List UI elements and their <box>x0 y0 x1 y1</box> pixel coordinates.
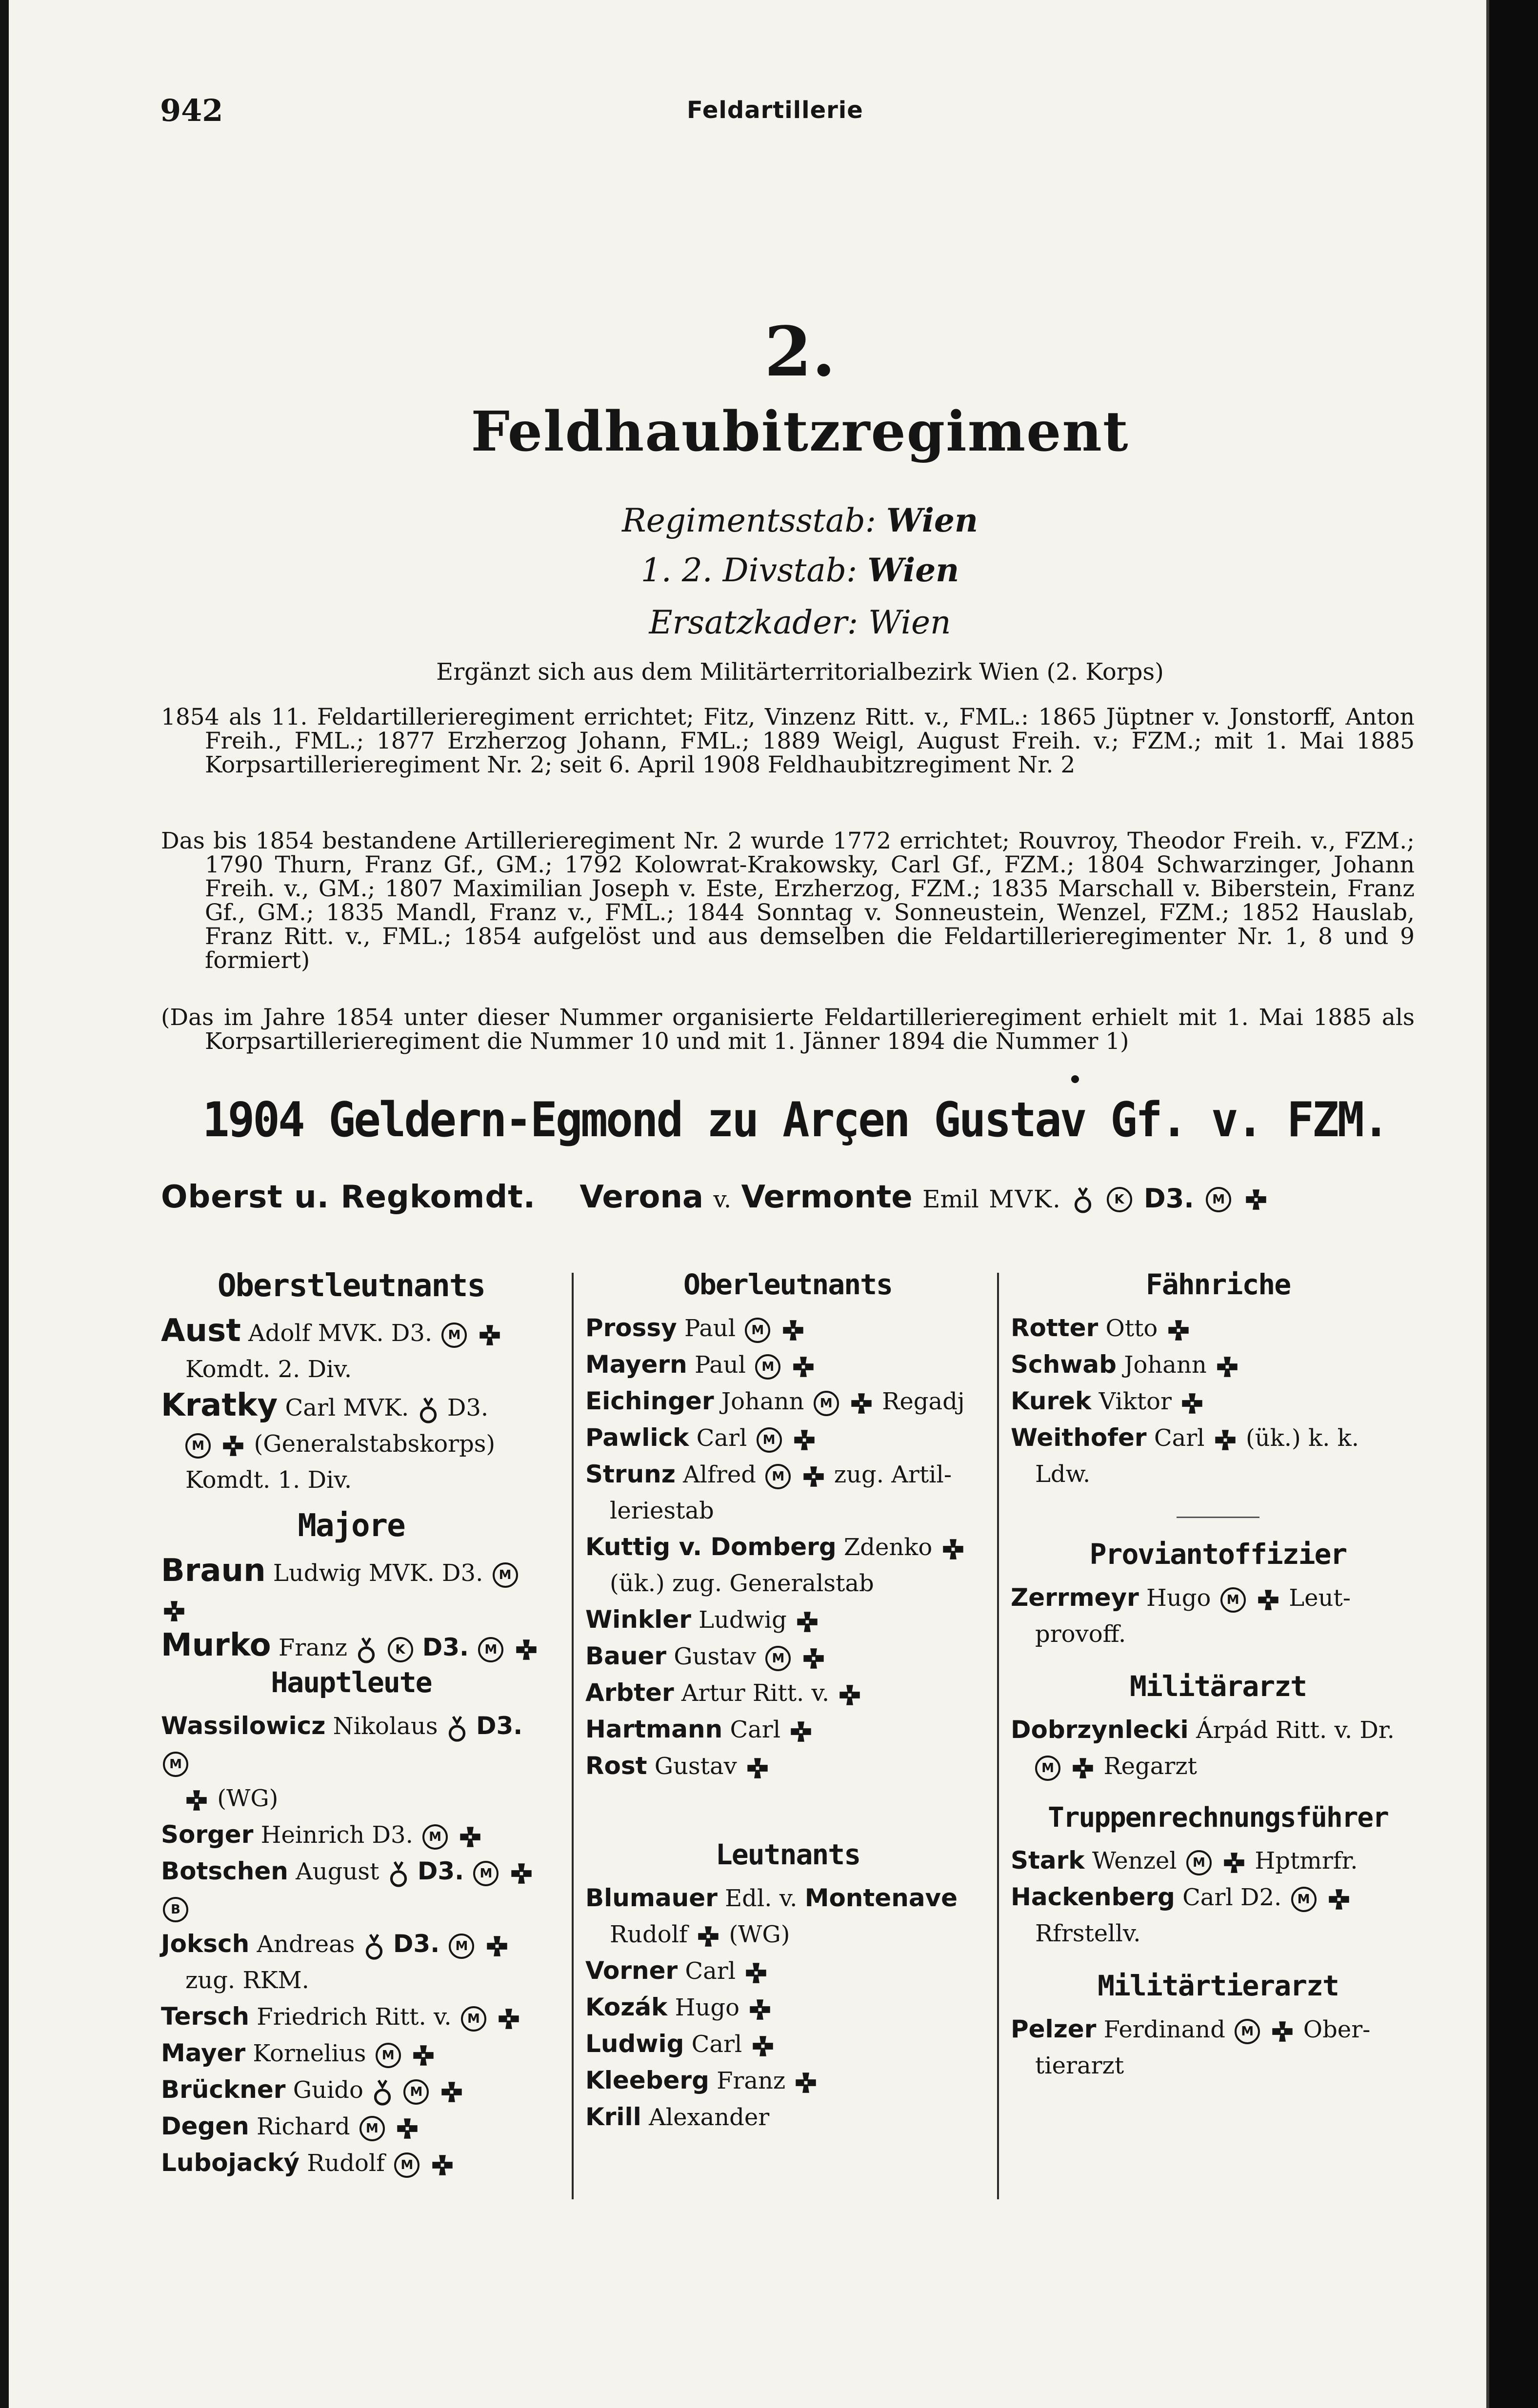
column-divider <box>997 1273 999 2199</box>
section-title-hauptleute: Hauptleute <box>271 1666 432 1699</box>
cross-icon <box>1214 1429 1237 1451</box>
cross-icon <box>802 1647 825 1670</box>
running-title: Feldartillerie <box>687 97 863 124</box>
officer-note: Regarzt <box>1103 1753 1197 1780</box>
separator-rule <box>1177 1517 1259 1518</box>
officer-note: (Generalstabskorps) <box>254 1430 496 1458</box>
list-item <box>161 1853 541 1926</box>
officer-name: Mayern <box>585 1350 687 1379</box>
ring-icon <box>447 1714 467 1742</box>
medal-icon: M <box>461 2006 486 2032</box>
officer-details: Paul <box>694 1351 746 1379</box>
cross-icon <box>1167 1319 1190 1342</box>
divstab-line <box>156 551 1444 589</box>
officer-name: Brückner <box>161 2075 286 2104</box>
column-1 <box>161 1268 541 2181</box>
cross-icon <box>850 1392 873 1415</box>
list-item <box>161 1627 541 1666</box>
cross-icon <box>185 1789 208 1812</box>
cross-icon <box>1181 1392 1203 1415</box>
list-item <box>161 1816 541 1853</box>
ring-icon <box>364 1932 384 1960</box>
officer-details: Johann <box>721 1388 804 1415</box>
cross-icon <box>802 1465 825 1488</box>
list-item <box>585 2099 990 2135</box>
oberst-name-2: Vermonte <box>741 1179 913 1215</box>
officer-details: Guido <box>293 2076 363 2104</box>
officer-name: Tersch <box>161 2002 250 2031</box>
list-item <box>1011 1346 1425 1383</box>
cross-icon <box>697 1925 719 1948</box>
cross-icon <box>486 1935 508 1957</box>
officer-name: Krill <box>585 2103 641 2131</box>
section-title-oberleutnants: Oberleutnants <box>683 1268 892 1301</box>
list-item <box>585 1310 990 1346</box>
officer-name: Hackenberg <box>1011 1883 1175 1911</box>
medal-icon: M <box>1186 1850 1212 1875</box>
section-title-majore: Majore <box>298 1508 405 1544</box>
officer-name: Joksch <box>161 1930 250 1958</box>
oberst-d3: D3. <box>1143 1183 1194 1214</box>
cross-icon <box>790 1720 812 1743</box>
officer-details: Adolf MVK. D3. <box>248 1320 433 1347</box>
officer-details: Carl <box>691 2031 742 2058</box>
officer-details: Franz <box>717 2067 786 2094</box>
officer-details: Otto <box>1105 1315 1158 1342</box>
officer-details: Friedrich Ritt. v. <box>257 2003 452 2031</box>
officer-name: Aust <box>161 1313 241 1349</box>
officer-name: Murko <box>161 1627 271 1663</box>
list-item <box>1011 1310 1425 1346</box>
oberst-name: Verona <box>579 1179 704 1215</box>
officer-note: (WG) <box>729 1921 790 1948</box>
officer-details: August <box>296 1858 380 1885</box>
oberst-label: Oberst u. Regkomdt. <box>161 1179 536 1215</box>
officer-note: zug. Artil- <box>834 1461 952 1488</box>
list-item <box>585 1748 990 1784</box>
officer-note: provoff. <box>1035 1620 1126 1648</box>
officer-note: Ldw. <box>1035 1461 1091 1488</box>
kreuz-icon: K <box>1107 1187 1132 1212</box>
officer-name: Prossy <box>585 1314 677 1342</box>
ersatz-label: Ersatzkader: <box>649 604 859 641</box>
cross-icon <box>479 1324 501 1346</box>
bronze-icon: B <box>163 1897 188 1922</box>
officer-note: Komdt. 1. Div. <box>185 1466 352 1494</box>
officer-name: Blumauer <box>585 1884 718 1912</box>
medal-icon: M <box>403 2079 429 2105</box>
scan-edge <box>1489 0 1538 2408</box>
officer-name: Pelzer <box>1011 2015 1097 2043</box>
oberst-decor: MVK. <box>989 1185 1061 1213</box>
list-item <box>585 1420 990 1456</box>
cross-icon <box>440 2081 463 2103</box>
officer-given: Rudolf <box>610 1921 688 1948</box>
officer-name: Rost <box>585 1752 647 1780</box>
list-item <box>1011 1712 1425 1784</box>
medal-icon: M <box>1035 1756 1060 1781</box>
cross-icon <box>796 1611 819 1633</box>
cross-icon <box>515 1638 538 1661</box>
officer-name: Bauer <box>585 1642 667 1670</box>
cross-icon <box>752 2035 774 2057</box>
medal-icon: M <box>757 1427 782 1453</box>
cross-icon <box>1216 1356 1238 1378</box>
officer-name: Kratky <box>161 1387 278 1423</box>
list-item <box>585 1989 990 2026</box>
officer-name: Degen <box>161 2112 249 2140</box>
officer-name: Lubojacký <box>161 2149 300 2177</box>
list-item <box>585 1383 990 1420</box>
list-item <box>1011 1879 1425 1952</box>
officer-name: Vorner <box>585 1956 678 1985</box>
cross-icon <box>510 1862 533 1885</box>
cross-icon <box>1223 1852 1245 1874</box>
bullet-dot <box>1071 1075 1079 1083</box>
medal-icon: M <box>814 1391 839 1416</box>
medal-icon: M <box>473 1861 499 1886</box>
officer-name: Wassilowicz <box>161 1712 326 1740</box>
list-item <box>585 1953 990 1989</box>
cross-icon <box>163 1600 185 1622</box>
history-paragraph-2: Das bis 1854 bestandene Artillerieregiment Nr. 2 wurde 1772 errichtet; Rouvroy, Theodor Freih. v., FZM.; 1790 Thurn, Franz Gf., GM.; 1792 Kolowrat-Krakowsky, Carl Gf., FZM.; 1804 Schwarzinger, Johann Freih. v., GM.; 1807 Maximilian Joseph v. Este, Erzherzog, FZM.; 1835 Marschall v. Biberstein, Franz Gf., GM.; 1835 Mandl, Franz v., FML.; 1844 Sonntag v. Sonneustein, Wenzel, FZM.; 1852 Hauslab, Franz Ritt. v., FML.; 1854 aufgelöst und aus demselben die Feldartillerieregimenter Nr. 1, 8 und 9 formiert) <box>161 828 1415 974</box>
officer-note: (ük.) zug. Generalstab <box>610 1570 874 1597</box>
cross-icon <box>1245 1188 1267 1211</box>
officer-name: Zerrmeyr <box>1011 1583 1139 1612</box>
medal-icon: M <box>493 1562 518 1588</box>
officer-note: tierarzt <box>1035 2052 1124 2079</box>
list-item <box>161 2145 541 2181</box>
officer-note: zug. RKM. <box>185 1967 309 1994</box>
officer-name: Kurek <box>1011 1387 1092 1415</box>
ersatz-place: Wien <box>868 604 951 641</box>
list-item <box>161 2035 541 2072</box>
medal-icon: M <box>449 1934 474 1959</box>
list-item <box>585 1456 990 1529</box>
ring-icon <box>419 1396 438 1424</box>
officer-note: Komdt. 2. Div. <box>185 1356 352 1383</box>
medal-icon: M <box>422 1824 448 1850</box>
officer-note: (WG) <box>217 1785 279 1812</box>
cross-icon <box>222 1435 244 1457</box>
divstab-label: 1. 2. Divstab: <box>640 552 858 589</box>
officer-details: Carl <box>685 1957 736 1985</box>
officer-details: Artur Ritt. v. <box>681 1679 830 1707</box>
officer-name: Pawlick <box>585 1423 689 1452</box>
regiment-name: Feldhaubitzregiment <box>471 400 1129 464</box>
officer-details: Hugo <box>1146 1584 1211 1612</box>
officer-name: Schwab <box>1011 1350 1117 1379</box>
medal-icon: M <box>163 1752 188 1777</box>
officer-details: Edl. v. <box>725 1885 798 1912</box>
medal-icon: M <box>441 1322 467 1348</box>
officer-name: Eichinger <box>585 1387 714 1415</box>
officer-d3: D3. <box>422 1633 469 1661</box>
cross-icon <box>942 1538 964 1560</box>
officer-note: Ober- <box>1303 2016 1371 2043</box>
officer-details: Árpád Ritt. v. Dr. <box>1196 1717 1395 1744</box>
officer-details: Gustav <box>654 1753 737 1780</box>
officer-name: Kleeberg <box>585 2066 709 2094</box>
oberst-given: Emil <box>922 1185 979 1213</box>
medal-icon: M <box>394 2152 419 2178</box>
regiment-inhaber: 1904 Geldern-Egmond zu Arçen Gustav Gf. v. FZM. <box>202 1092 1388 1148</box>
list-item <box>1011 1383 1425 1420</box>
officer-note: leriestab <box>610 1497 714 1524</box>
officer-name-2: Montenave <box>804 1884 958 1912</box>
medal-icon: M <box>185 1433 211 1459</box>
officer-note: Regadj <box>882 1388 965 1415</box>
officer-details: Ferdinand <box>1103 2016 1225 2043</box>
cross-icon <box>1257 1589 1279 1611</box>
medal-icon: M <box>360 2116 385 2141</box>
stab-place: Wien <box>886 501 978 539</box>
medal-icon: M <box>765 1646 791 1671</box>
officer-note: Rfrstellv. <box>1035 1920 1141 1947</box>
officer-name: Winkler <box>585 1605 691 1634</box>
cross-icon <box>782 1319 804 1342</box>
officer-name: Strunz <box>585 1460 676 1488</box>
officer-details: Alexander <box>649 2104 770 2131</box>
section-title-leutnants: Leutnants <box>715 1838 860 1871</box>
list-item <box>161 2072 541 2108</box>
medal-icon: M <box>478 1637 503 1662</box>
list-item <box>585 1880 990 1953</box>
officer-details: Viktor <box>1099 1388 1172 1415</box>
list-item <box>161 1553 541 1627</box>
officer-name: Sorger <box>161 1820 254 1849</box>
list-item <box>1011 1579 1425 1652</box>
history-paragraph-1: 1854 als 11. Feldartillerieregiment errichtet; Fitz, Vinzenz Ritt. v., FML.: 1865 Jüptner v. Jonstorff, Anton Freih., FML.; 1877 Erzherzog Johann, FML.; 1889 Weigl, August Freih. v.; FZM.; mit 1. Mai 1885 Korpsartillerieregiment Nr. 2; seit 6. April 1908 Feldhaubitzregiment Nr. 2 <box>161 704 1415 778</box>
cross-icon <box>749 1998 771 2021</box>
oberst-particle: v. <box>713 1186 732 1213</box>
officer-details: Richard <box>256 2113 350 2140</box>
officer-details: Wenzel <box>1092 1847 1177 1875</box>
cross-icon <box>795 2072 817 2094</box>
list-item <box>161 1708 541 1816</box>
cross-icon <box>746 1757 769 1779</box>
cross-icon <box>396 2117 419 2140</box>
ring-icon <box>357 1636 376 1664</box>
ersatzkader-line <box>156 604 1444 641</box>
officer-note: (ük.) k. k. <box>1246 1424 1359 1452</box>
oberst-line <box>161 1179 1429 1215</box>
cross-icon <box>498 2008 520 2030</box>
officer-details: Zdenko <box>843 1534 933 1561</box>
list-item <box>161 1998 541 2035</box>
medal-icon: M <box>376 2043 401 2068</box>
officer-name: Braun <box>161 1553 266 1589</box>
cross-icon <box>1072 1757 1094 1779</box>
stab-label: Regimentsstab: <box>622 502 876 539</box>
cross-icon <box>792 1356 815 1378</box>
cross-icon <box>431 2154 454 2176</box>
officer-details: Nikolaus <box>333 1713 438 1740</box>
officer-name: Ludwig <box>585 2030 684 2058</box>
divstab-place: Wien <box>867 551 959 589</box>
list-item <box>1011 1420 1425 1492</box>
list-item <box>161 1387 541 1498</box>
officer-details: Rudolf <box>307 2150 385 2177</box>
medal-icon: M <box>1235 2019 1260 2044</box>
list-item <box>1011 2011 1425 2084</box>
officer-details: Ludwig MVK. D3. <box>273 1559 483 1587</box>
officer-name: Botschen <box>161 1857 288 1885</box>
officer-d3: D3. <box>417 1857 464 1885</box>
officer-name: Arbter <box>585 1678 674 1707</box>
section-title-truppenrechnungsfuehrer: Truppenrechnungsführer <box>1048 1802 1388 1834</box>
list-item <box>585 1638 990 1675</box>
regimentsstab-line <box>156 501 1444 539</box>
cross-icon <box>839 1684 861 1706</box>
list-item <box>1011 1842 1425 1879</box>
list-item <box>161 1926 541 1998</box>
officer-details: Andreas <box>257 1931 355 1958</box>
list-item <box>585 1675 990 1711</box>
officer-name: Stark <box>1011 1846 1085 1875</box>
cross-icon <box>1328 1888 1350 1911</box>
section-title-oberstleutnants: Oberstleutnants <box>218 1268 485 1304</box>
officer-details: Carl MVK. <box>285 1394 409 1421</box>
list-item <box>585 1711 990 1748</box>
medal-icon: M <box>1291 1887 1317 1912</box>
ring-icon <box>389 1859 408 1888</box>
cross-icon <box>745 1962 767 1984</box>
regiment-number: 2. <box>764 312 836 392</box>
officer-details: Franz <box>278 1634 347 1661</box>
medal-icon: M <box>1220 1587 1246 1613</box>
page-header <box>160 83 1458 132</box>
officer-name: Rotter <box>1011 1314 1099 1342</box>
section-title-proviantoffizier: Proviantoffizier <box>1089 1538 1347 1571</box>
ergaenzung-line: Ergänzt sich aus dem Militärterritorialbezirk Wien (2. Korps) <box>436 658 1164 686</box>
officer-details: Gustav <box>674 1643 757 1670</box>
column-2 <box>585 1268 990 2135</box>
page-number: 942 <box>160 93 223 128</box>
cross-icon <box>412 2044 435 2067</box>
officer-details: Paul <box>684 1315 736 1342</box>
officer-details: Carl <box>1154 1424 1205 1452</box>
ring-icon <box>373 2078 392 2106</box>
officer-name: Weithofer <box>1011 1423 1147 1452</box>
officer-note: Leut- <box>1289 1584 1351 1612</box>
officer-details: Ludwig <box>699 1606 787 1634</box>
section-title-militaerarzt: Militärarzt <box>1129 1670 1307 1703</box>
officer-name: Dobrzynlecki <box>1011 1716 1189 1744</box>
medal-icon: M <box>745 1318 770 1343</box>
kreuz-icon: K <box>388 1637 413 1662</box>
column-3 <box>1011 1268 1425 2084</box>
list-item <box>585 2062 990 2099</box>
cross-icon <box>793 1429 816 1451</box>
list-item <box>161 1313 541 1387</box>
officer-name: Kuttig v. Domberg <box>585 1533 837 1561</box>
officer-d3: D3. <box>447 1394 489 1421</box>
officer-d3: D3. <box>476 1712 523 1740</box>
officer-details: Johann <box>1124 1351 1207 1379</box>
section-title-militaertierarzt: Militärtierarzt <box>1098 1969 1338 2002</box>
section-title-faehnriche: Fähnriche <box>1145 1268 1291 1301</box>
list-item <box>585 1346 990 1383</box>
list-item <box>585 2026 990 2062</box>
history-paragraph-3: (Das im Jahre 1854 unter dieser Nummer organisierte Feldartillerieregiment erhielt mit 1. Mai 1885 als Korpsartillerieregiment die Nummer 10 und mit 1. Jänner 1894 die Nummer 1) <box>161 1004 1415 1055</box>
ring-icon <box>1073 1185 1093 1214</box>
officer-details: Carl <box>696 1424 747 1452</box>
list-item <box>161 2108 541 2145</box>
officer-name: Hartmann <box>585 1715 723 1743</box>
column-divider <box>572 1273 574 2199</box>
officer-details: Carl <box>730 1716 781 1743</box>
list-item <box>585 1529 990 1601</box>
officer-details: Hugo <box>675 1994 739 2021</box>
officer-d3: D3. <box>393 1930 440 1958</box>
officer-details: Carl D2. <box>1182 1884 1282 1911</box>
officer-note: Hptmrfr. <box>1255 1847 1358 1875</box>
officer-details: Alfred <box>683 1461 756 1488</box>
officer-details: Kornelius <box>253 2040 366 2067</box>
officer-name: Kozák <box>585 1993 668 2021</box>
cross-icon <box>459 1826 481 1848</box>
officer-name: Mayer <box>161 2039 246 2067</box>
medal-icon: M <box>1206 1187 1231 1212</box>
cross-icon <box>1271 2020 1294 2043</box>
officer-details: Heinrich D3. <box>260 1821 413 1849</box>
medal-icon: M <box>755 1354 780 1380</box>
medal-icon: M <box>765 1464 791 1489</box>
list-item <box>585 1601 990 1638</box>
